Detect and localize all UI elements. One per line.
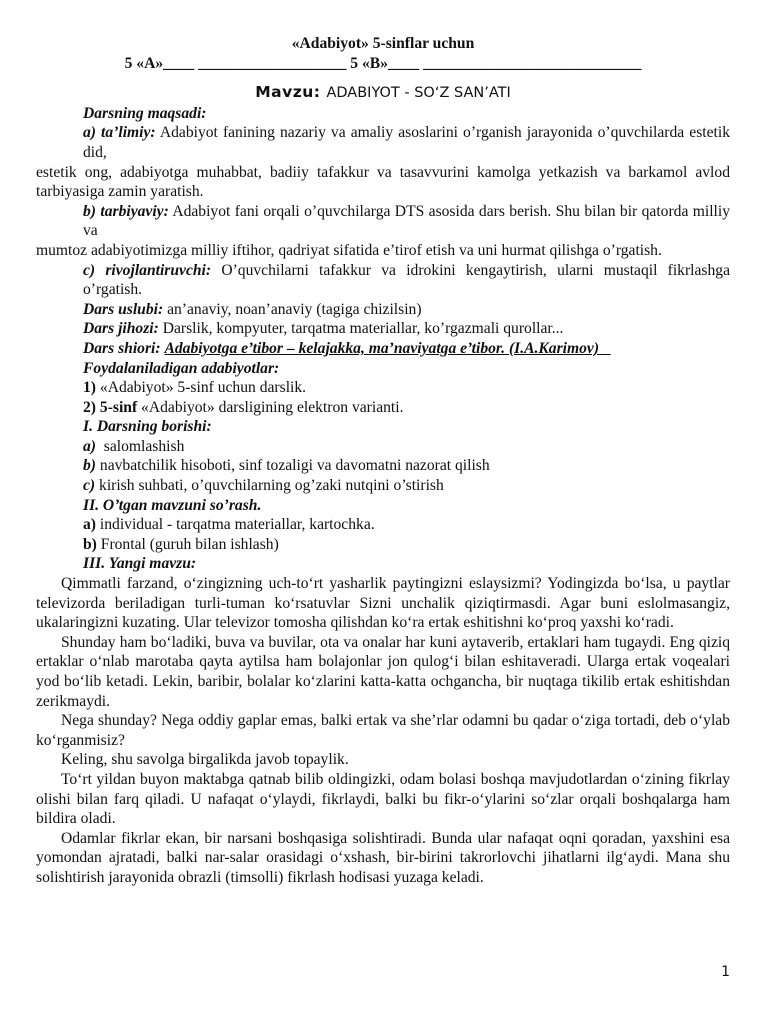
aim-b-line1: b) tarbiyaviy: Adabiyot fani orqali o’quvchilarga DTS asosida dars berish. Shu bilan bir qatorda milliy va xyxy=(83,202,730,240)
paragraph: Qimmatli farzand, o‘zingizning uch-to‘rt yasharlik paytingizni eslaysizmi? Yodingizda bo‘lsa, u paytlar televizorda beriladigan turli-tuman ko‘rsatuvlar Sizni unchalik qiziqtirmasdi. Agar buni eslolmasangiz, ukalaringizni kuzating. Ular televizor tomosha qilishdan ko‘ra ertak eshitishni ko‘proq yaxshi ko‘radi. xyxy=(36,575,730,632)
section-1-heading: I. Darsning borishi: xyxy=(83,418,212,436)
title-label: Mavzu: xyxy=(255,83,321,102)
section-1-item-c: c) kirish suhbati, o’quvchilarning og’zaki nutqini o’stirish xyxy=(83,477,444,495)
literature-heading: Foydalaniladigan adabiyotlar: xyxy=(83,359,280,377)
aim-c: c) rivojlantiruvchi: O’quvchilarni tafakkur va idrokini kengaytirish, ularni mustaqil fikrlashga o’rgatish. xyxy=(83,261,731,299)
section-3-heading: III. Yangi mavzu: xyxy=(83,555,197,573)
aim-b-line2: mumtoz adabiyotimizga milliy iftihor, qadriyat sifatida e’tirof etish va uni hurmat qilishga o’rgatish. xyxy=(36,241,662,259)
literature-item-1: 1) «Adabiyot» 5-sinf uchun darslik. xyxy=(83,379,307,397)
section-2-heading: II. O’tgan mavzuni so’rash. xyxy=(83,496,262,514)
lesson-title xyxy=(36,83,730,104)
aim-a-line1: a) ta’limiy: Adabiyot fanining nazariy va amaliy asoslarini o’rganish jarayonida o’quvchilarda estetik did, xyxy=(83,124,730,161)
section-1-item-a: a) salomlashish xyxy=(83,437,185,455)
paragraph: Odamlar fikrlar ekan, bir narsani boshqasiga solishtiradi. Bunda ular nafaqat oqni qoradan, yaxshini esa yomondan ajratadi, balki nar-salar orasidagi o‘xshash, bir-birini takrorlovchi jihatlarni ilg‘aydi. Mana shu solishtirish jarayonida obrazli (timsolli) fikrlash hodisasi yuzaga keladi. xyxy=(36,829,730,886)
paragraph: Nega shunday? Nega oddiy gaplar emas, balki ertak va she’rlar odamni bu qadar o‘ziga tortadi, deb o‘ylab ko‘rganmisiz? xyxy=(36,712,730,749)
lesson-motto: Dars shiori: Adabiyotga e’tibor – kelajakka, ma’naviyatga e’tibor. (I.A.Karimov) xyxy=(83,339,600,357)
section-2-item-a: a) individual - tarqatma materiallar, kartochka. xyxy=(83,516,375,534)
page-number: 1 xyxy=(721,964,730,980)
paragraph: Keling, shu savolga birgalikda javob topaylik. xyxy=(61,751,349,769)
lesson-method: Dars uslubi: an’anaviy, noan’anaviy (tagiga chizilsin) xyxy=(83,300,422,318)
paragraph: To‘rt yildan buyon maktabga qatnab bilib oldingizki, odam bolasi boshqa mavjudotlardan o‘zining fikrlay olishi bilan farq qiladi. U nafaqat o‘ylaydi, fikrlaydi, balki bu fikr-o‘ylarini so‘zlar orqali boshqalarga ham bildira oladi. xyxy=(36,770,730,828)
header-subject: «Adabiyot» 5-sinflar uchun xyxy=(291,35,475,52)
document-page xyxy=(36,34,730,888)
header-class-line: 5 «A»____ ___________________ 5 «B»____ ____________________________ xyxy=(124,54,642,72)
paragraph: Shunday ham bo‘ladiki, buva va buvilar, ota va onalar har kuni aytaverib, ertaklari ham tugaydi. Eng qiziq ertaklar o‘nlab marotaba qayta aytilsa ham bolajonlar jon qulog‘i bilan eshitaveradi. Ularga ertak voqealari yod bo‘lib ketadi. Lekin, baribir, bolalar ko‘zlarini katta-katta ochgancha, bir nuqtaga tikilib ertak eshitishdan zerikmaydi. xyxy=(36,633,730,710)
lesson-equipment: Dars jihozi: Darslik, kompyuter, tarqatma materiallar, ko’rgazmali qurollar... xyxy=(83,320,564,338)
aim-a-line2: estetik ong, adabiyotga muhabbat, badiiy tafakkur va tasavvurini kamolga yetkazish va barkamol avlod tarbiyasiga zamin yaratish. xyxy=(36,163,730,201)
title-text: ADABIYOT - SO‘Z SAN’ATI xyxy=(326,85,511,102)
section-1-item-b: b) navbatchilik hisoboti, sinf tozaligi va davomatni nazorat qilish xyxy=(83,457,490,475)
section-2-item-b: b) Frontal (guruh bilan ishlash) xyxy=(83,535,279,553)
aims-heading: Darsning maqsadi: xyxy=(83,104,207,122)
literature-item-2: 2) 5-sinf «Adabiyot» darsligining elektron varianti. xyxy=(83,398,404,416)
